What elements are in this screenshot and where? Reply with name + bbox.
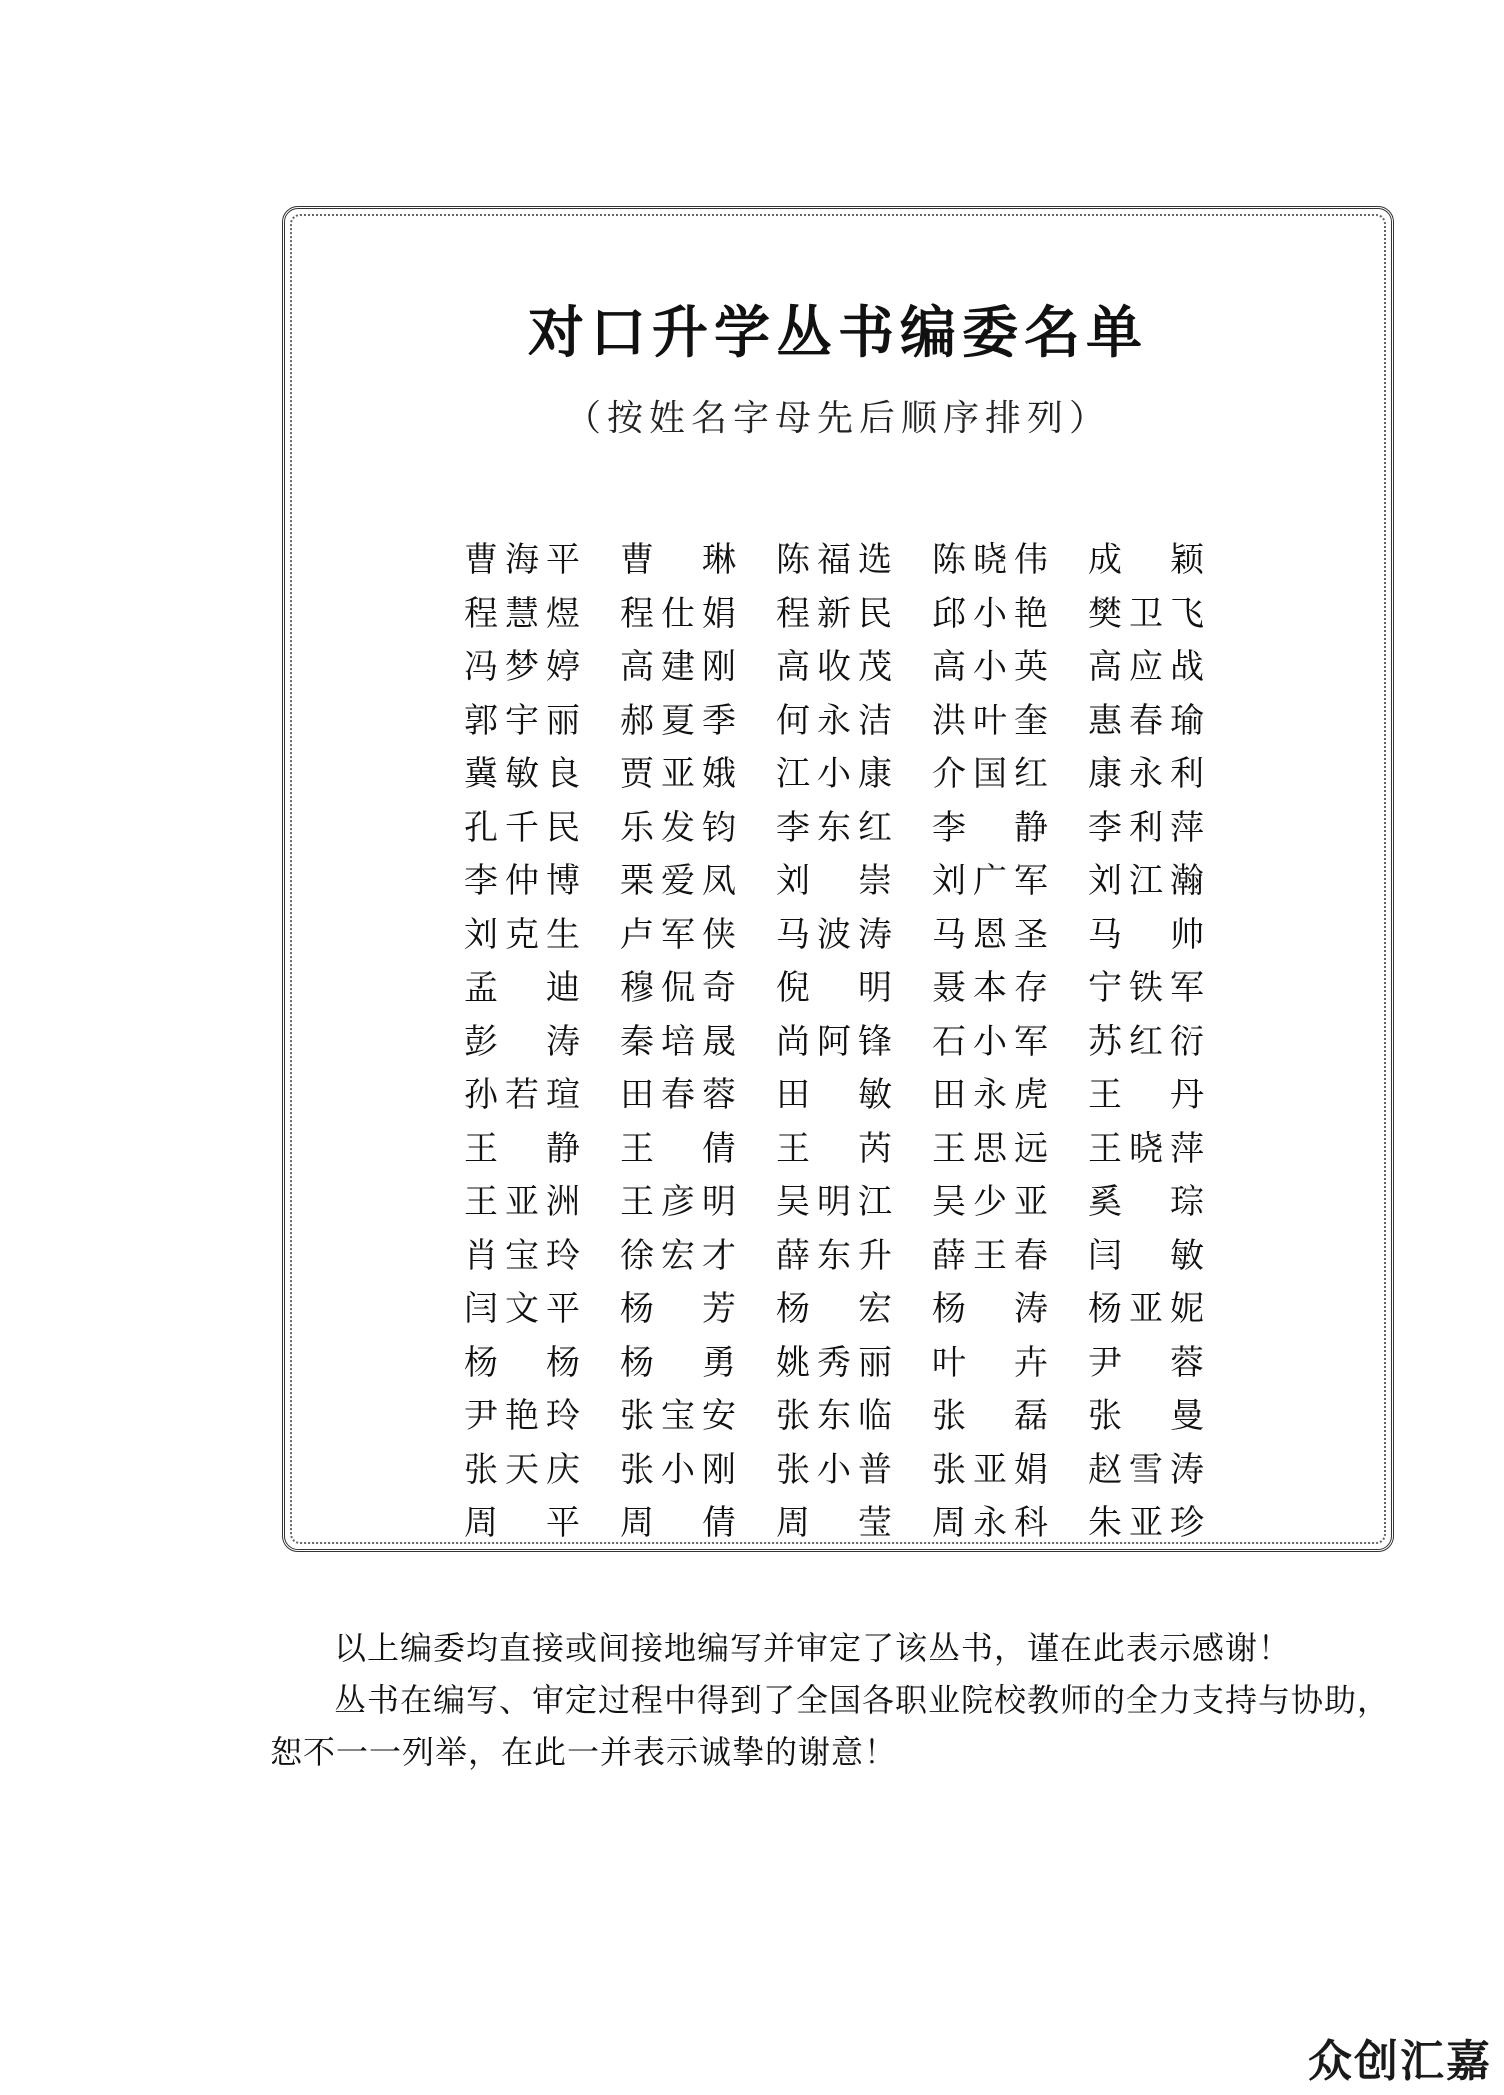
editor-name: 刘江瀚	[1088, 861, 1204, 901]
editor-name: 石小军	[932, 1021, 1048, 1062]
editor-name: 吴明江	[776, 1182, 892, 1222]
editor-name: 高小英	[932, 647, 1048, 687]
editor-name: 宁铁军	[1088, 968, 1204, 1008]
editor-name: 介国红	[932, 754, 1048, 794]
editor-name: 王 静	[464, 1128, 580, 1169]
editor-name: 王亚洲	[464, 1182, 580, 1222]
editor-name: 高应战	[1088, 647, 1204, 687]
editor-name: 叶 卉	[932, 1342, 1048, 1383]
editor-name: 洪叶奎	[932, 700, 1048, 741]
editor-name: 秦培晟	[620, 1021, 736, 1062]
editor-name: 何永洁	[776, 700, 892, 741]
editor-name: 惠春瑜	[1088, 700, 1204, 741]
editor-name: 乐发钧	[620, 807, 736, 848]
editor-name: 杨 涛	[932, 1289, 1048, 1329]
editor-name: 王彦明	[620, 1182, 736, 1222]
editor-name: 陈晓伟	[932, 540, 1048, 580]
editor-name: 郝夏季	[620, 700, 736, 741]
editor-name: 张亚娟	[932, 1449, 1048, 1490]
editor-name: 程慧煜	[464, 593, 580, 634]
editor-name: 张小刚	[620, 1449, 736, 1490]
editor-name: 程仕娟	[620, 593, 736, 634]
editor-name: 杨 勇	[620, 1342, 736, 1383]
editor-name: 周 倩	[620, 1503, 736, 1543]
editor-name: 尹艳玲	[464, 1396, 580, 1436]
editor-name: 聂本存	[932, 968, 1048, 1008]
editor-name: 樊卫飞	[1088, 593, 1204, 634]
editor-name: 王晓萍	[1088, 1128, 1204, 1169]
editor-name: 孔千民	[464, 807, 580, 848]
editor-name: 马波涛	[776, 914, 892, 955]
editor-name: 孟 迪	[464, 968, 580, 1008]
editor-name: 康永利	[1088, 754, 1204, 794]
editor-name: 李利萍	[1088, 807, 1204, 848]
editor-name: 姚秀丽	[776, 1342, 892, 1383]
editor-name: 江小康	[776, 754, 892, 794]
editor-name: 闫 敏	[1088, 1235, 1204, 1276]
editor-name: 王 芮	[776, 1128, 892, 1169]
page-title: 对口升学丛书编委名单	[528, 300, 1148, 366]
editor-name: 贾亚娥	[620, 754, 736, 794]
editor-name: 杨亚妮	[1088, 1289, 1204, 1329]
editor-name: 卢军侠	[620, 914, 736, 955]
editor-name: 曹 琳	[620, 540, 736, 580]
editor-name: 肖宝玲	[464, 1235, 580, 1276]
editor-name: 程新民	[776, 593, 892, 634]
editor-name: 王思远	[932, 1128, 1048, 1169]
editor-name: 李 静	[932, 807, 1048, 848]
editor-name: 孙若瑄	[464, 1075, 580, 1115]
editor-name: 邱小艳	[932, 593, 1048, 634]
acknowledgement-notes	[270, 1622, 1410, 1778]
editor-name: 冯梦婷	[464, 647, 580, 687]
editor-name: 闫文平	[464, 1289, 580, 1329]
editor-name: 赵雪涛	[1088, 1449, 1204, 1490]
editor-name: 薛东升	[776, 1235, 892, 1276]
editor-name: 田永虎	[932, 1075, 1048, 1115]
editor-name: 郭宇丽	[464, 700, 580, 741]
editor-name: 杨 芳	[620, 1289, 736, 1329]
editor-name: 张东临	[776, 1396, 892, 1436]
editor-name: 张天庆	[464, 1449, 580, 1490]
editor-name: 周 平	[464, 1503, 580, 1543]
editor-name-list	[464, 534, 1244, 1551]
editor-name: 朱亚珍	[1088, 1503, 1204, 1543]
editor-name: 刘广军	[932, 861, 1048, 901]
editor-name: 张 曼	[1088, 1396, 1204, 1436]
watermark-logo: 众创汇嘉	[1308, 2036, 1492, 2087]
editor-name: 刘克生	[464, 914, 580, 955]
editor-name: 彭 涛	[464, 1021, 580, 1062]
editor-name: 高收茂	[776, 647, 892, 687]
editor-name: 成 颖	[1088, 540, 1204, 580]
page-subtitle: （按姓名字母先后顺序排列）	[564, 398, 1111, 439]
editor-name: 穆侃奇	[620, 968, 736, 1008]
editor-name: 刘 崇	[776, 861, 892, 901]
editor-name: 曹海平	[464, 540, 580, 580]
editor-name: 苏红衍	[1088, 1021, 1204, 1062]
acknowledgement-paragraph-2: 丛书在编写、审定过程中得到了全国各职业院校教师的全力支持与协助，恕不一一列举，在此一并表示诚挚的谢意！	[270, 1681, 1391, 1771]
editor-name: 马恩圣	[932, 914, 1048, 955]
editor-name: 张 磊	[932, 1396, 1048, 1436]
editor-name: 田 敏	[776, 1075, 892, 1115]
editor-name: 尚阿锋	[776, 1021, 892, 1062]
editor-name: 王 倩	[620, 1128, 736, 1169]
editor-name: 杨 杨	[464, 1342, 580, 1383]
editor-name: 王 丹	[1088, 1075, 1204, 1115]
editor-name: 陈福选	[776, 540, 892, 580]
editor-name: 徐宏才	[620, 1235, 736, 1276]
editor-name: 尹 蓉	[1088, 1342, 1204, 1383]
editor-name: 马 帅	[1088, 914, 1204, 955]
editor-name: 张小普	[776, 1449, 892, 1490]
editor-name: 田春蓉	[620, 1075, 736, 1115]
editor-name: 吴少亚	[932, 1182, 1048, 1222]
editor-name: 栗爱凤	[620, 861, 736, 901]
editor-name: 周 莹	[776, 1503, 892, 1543]
editor-name: 杨 宏	[776, 1289, 892, 1329]
acknowledgement-paragraph-1: 以上编委均直接或间接地编写并审定了该丛书，谨在此表示感谢！	[334, 1629, 1292, 1667]
editor-name: 李仲博	[464, 861, 580, 901]
editor-name: 张宝安	[620, 1396, 736, 1436]
editor-name: 冀敏良	[464, 754, 580, 794]
editor-name: 高建刚	[620, 647, 736, 687]
editor-name: 李东红	[776, 807, 892, 848]
editor-name: 周永科	[932, 1503, 1048, 1543]
editor-name: 倪 明	[776, 968, 892, 1008]
editor-name: 薛王春	[932, 1235, 1048, 1276]
editor-name: 奚 琮	[1088, 1182, 1204, 1222]
